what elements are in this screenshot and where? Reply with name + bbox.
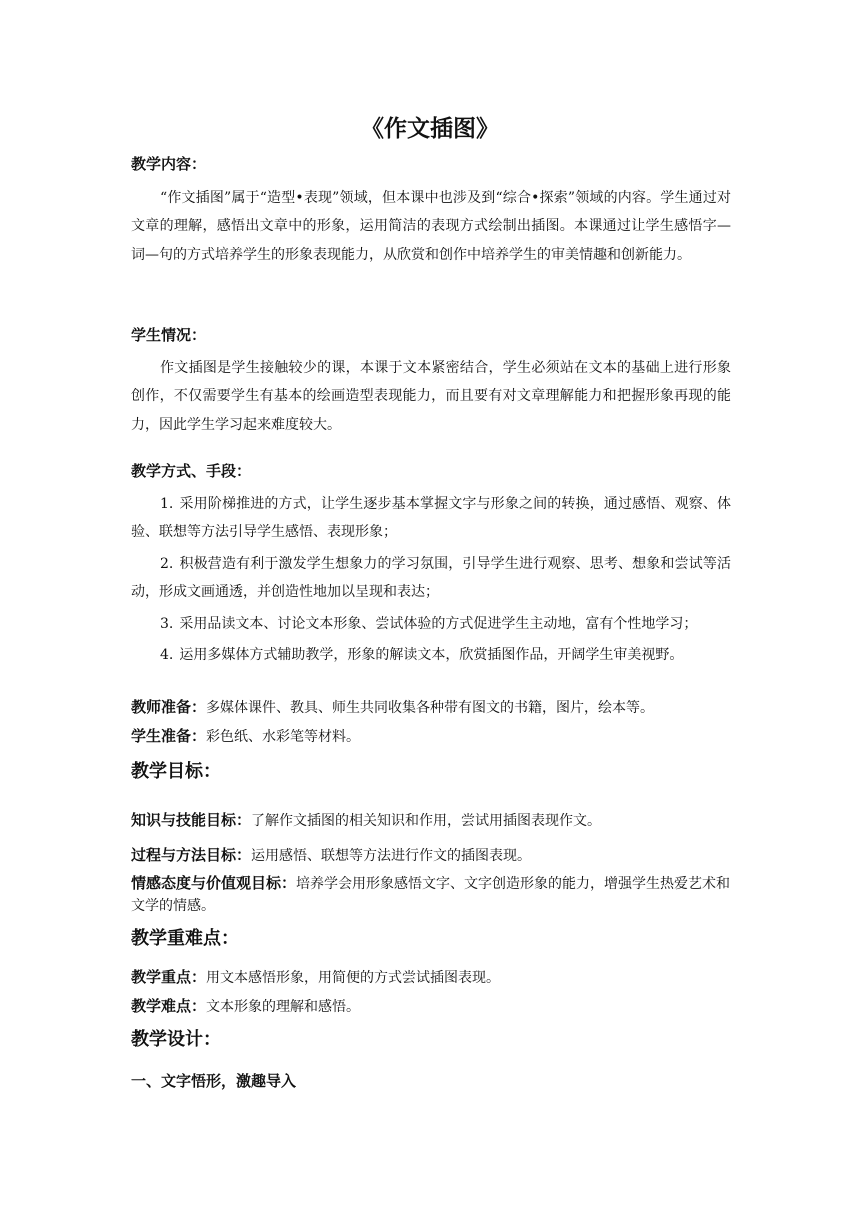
keypoints-heading: 教学重难点： (131, 928, 239, 949)
teacher-prep-label: 教师准备： (131, 698, 207, 716)
list-item-number: 2. (160, 555, 174, 572)
list-item-number: 4. (160, 647, 174, 664)
teacher-prep (131, 695, 731, 720)
document-title: 《作文插图》 (361, 116, 499, 142)
list-item-number: 3. (160, 615, 174, 632)
teacher-prep-text: 多媒体课件、教具、师生共同收集各种带有图文的书籍，图片，绘本等。 (206, 700, 655, 716)
list-item-text: 积极营造有利于激发学生想象力的学习氛围，引导学生进行观察、思考、想象和尝试等活动，形成文画通透，并创造性地加以呈现和表达； (131, 555, 731, 601)
teaching-focus-text: 用文本感悟形象，用简便的方式尝试插图表现。 (206, 970, 501, 986)
content-heading: 教学内容： (131, 155, 207, 173)
goal-knowledge-label: 知识与技能目标： (131, 811, 252, 829)
student-prep-text: 彩色纸、水彩笔等材料。 (206, 729, 361, 745)
goal-emotion (131, 872, 731, 917)
teaching-focus-label: 教学重点： (131, 968, 207, 986)
content-paragraph: “作文插图”属于“造型•表现”领域，但本课中也涉及到“综合•探索”领域的内容。学生通过对文章的理解，感悟出文章中的形象，运用简洁的表现方式绘制出插图。本课通过让学生感悟字—词—句的方式培养学生的形象表现能力，从欣赏和创作中培养学生的审美情趣和创新能力。 (131, 190, 731, 263)
goal-process-text: 运用感悟、联想等方法进行作文的插图表现。 (251, 848, 532, 864)
methods-list-item (131, 610, 731, 638)
list-item-text: 采用阶梯推进的方式，让学生逐步基本掌握文字与形象之间的转换，通过感悟、观察、体验、联想等方法引导学生感悟、表现形象； (131, 496, 731, 541)
student-prep-label: 学生准备： (131, 727, 207, 745)
goal-emotion-text: 培养学会用形象感悟文字、文字创造形象的能力，增强学生热爱艺术和文学的情感。 (131, 876, 731, 914)
goal-emotion-label: 情感态度与价值观目标： (131, 874, 297, 892)
teaching-difficulty-label: 教学难点： (131, 997, 207, 1015)
student-prep (131, 724, 731, 749)
students-heading: 学生情况： (131, 326, 207, 344)
methods-list-item (131, 490, 731, 547)
design-heading: 教学设计： (131, 1029, 221, 1050)
methods-list-item (131, 550, 731, 607)
methods-list-item (131, 641, 731, 669)
goal-process (131, 843, 731, 868)
list-item-text: 采用品读文本、讨论文本形象、尝试体验的方式促进学生主动地，富有个性地学习； (179, 615, 698, 632)
methods-list (131, 490, 731, 669)
list-item-text: 运用多媒体方式辅助教学，形象的解读文本，欣赏插图作品，开阔学生审美视野。 (179, 647, 684, 664)
methods-heading: 教学方式、手段： (131, 462, 252, 480)
goals-heading: 教学目标： (131, 761, 221, 782)
goal-process-label: 过程与方法目标： (131, 846, 252, 864)
teaching-difficulty-text: 文本形象的理解和感悟。 (206, 999, 361, 1015)
teaching-difficulty (131, 994, 731, 1019)
teaching-focus (131, 965, 731, 990)
goal-knowledge (131, 808, 731, 833)
section-heading: 一、文字悟形，激趣导入 (131, 1072, 297, 1090)
goal-knowledge-text: 了解作文插图的相关知识和作用，尝试用插图表现作文。 (251, 813, 602, 829)
list-item-number: 1. (160, 496, 174, 512)
students-paragraph: 作文插图是学生接触较少的课，本课于文本紧密结合，学生必须站在文本的基础上进行形象创作，不仅需要学生有基本的绘画造型表现能力，而且要有对文章理解能力和把握形象再现的能力，因此学生学习起来难度较大。 (131, 360, 731, 433)
